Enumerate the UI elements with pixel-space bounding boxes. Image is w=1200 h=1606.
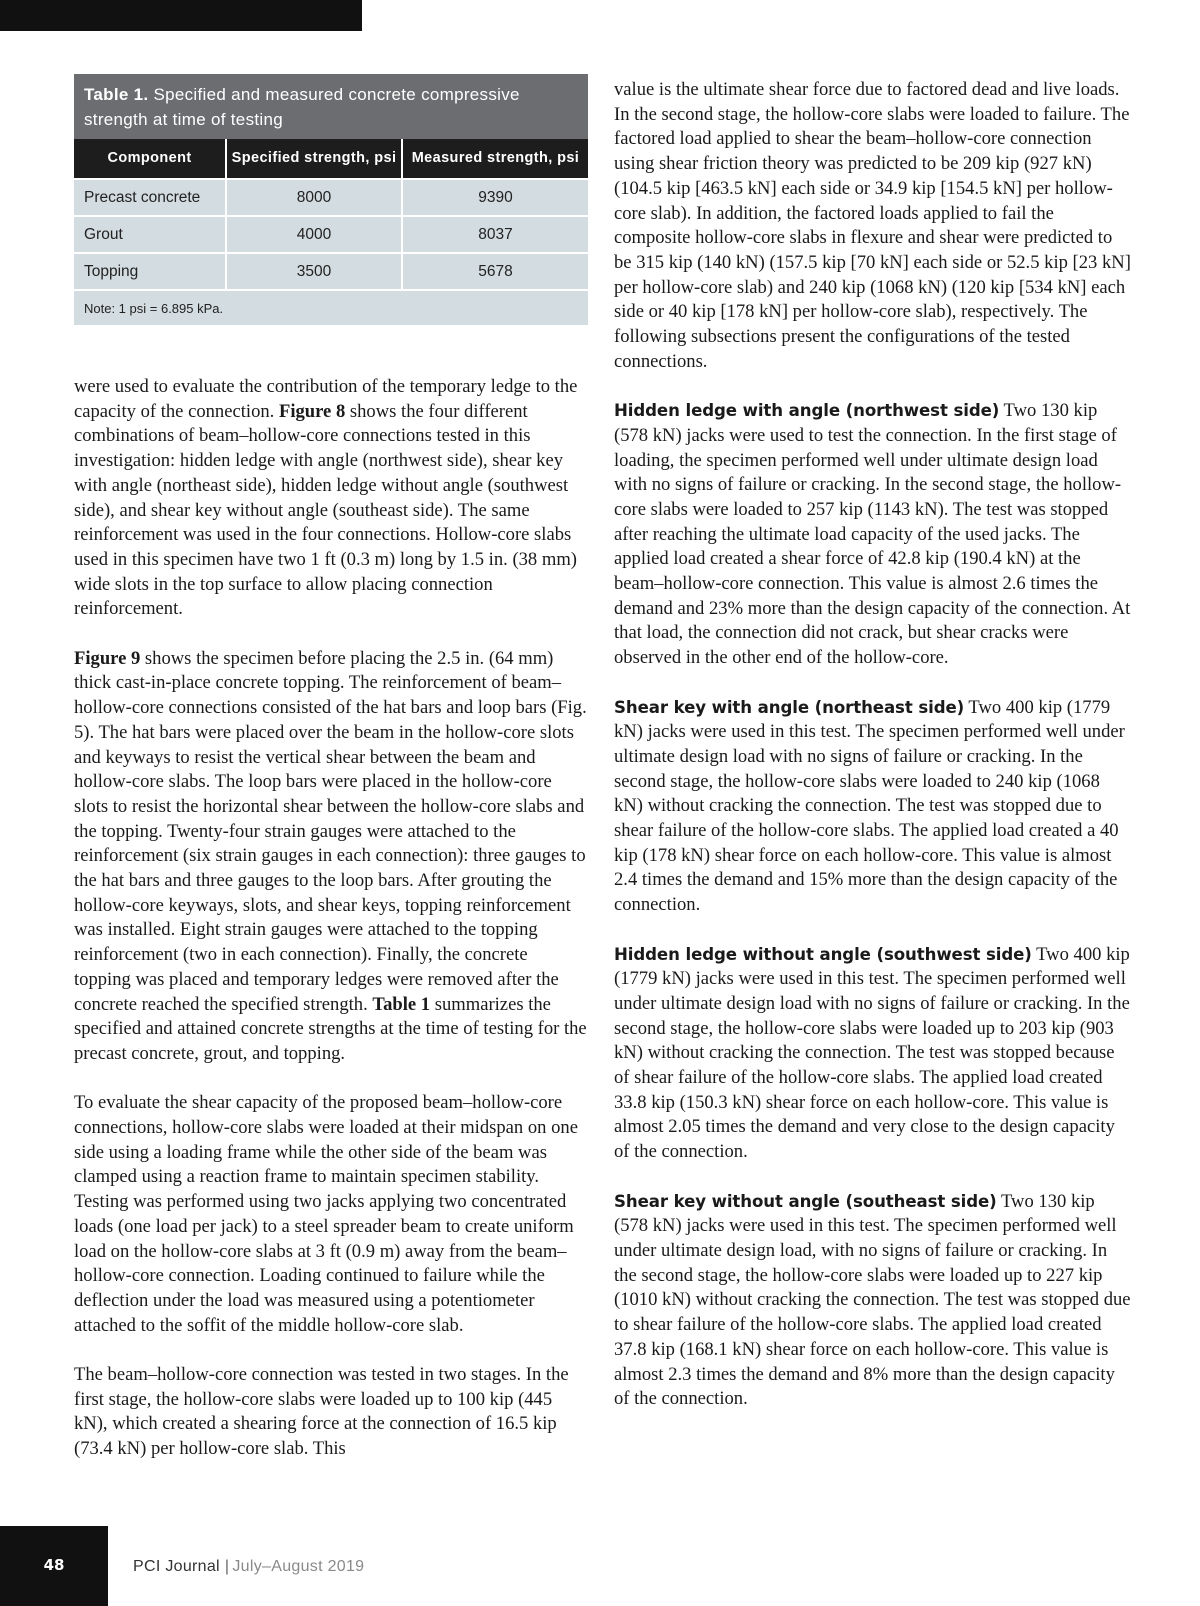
issue-date: July–August 2019 <box>232 1558 365 1575</box>
header-specified: Specified strength, psi <box>226 139 402 179</box>
left-column <box>74 375 588 1462</box>
cell-measured: 9390 <box>402 179 588 216</box>
footer-separator: | <box>224 1558 230 1575</box>
top-color-bar <box>0 0 362 31</box>
paragraph: To evaluate the shear capacity of the proposed beam–hollow-core connections, hollow-core slabs were loaded at their midspan on one side using a loading frame while the other side of the beam was clamped using a reaction frame to maintain specimen stability. Testing was performed using two jacks applying two concentrated loads (one load per jack) to a steel spreader beam to create uniform load on the hollow-core slabs at 3 ft (0.9 m) away from the beam–hollow-core connection. Loading continued to failure while the deflection under the load was measured using a potentiometer attached to the soffit of the middle hollow-core slab. <box>74 1092 578 1336</box>
header-measured: Measured strength, psi <box>402 139 588 179</box>
journal-name: PCI Journal <box>133 1558 220 1575</box>
page-number: 48 <box>43 1556 65 1574</box>
table-row <box>74 179 588 216</box>
table-row <box>74 253 588 290</box>
paragraph <box>74 647 588 1067</box>
table-note: Note: 1 psi = 6.895 kPa. <box>74 290 588 325</box>
section-heading: Shear key without angle (southeast side) <box>614 1191 997 1211</box>
figure-8-reference: Figure 8 <box>278 400 346 422</box>
text-run: were used to evaluate the contribution of the temporary ledge to the capacity of the connection. <box>74 376 578 422</box>
section-heading: Shear key with angle (northeast side) <box>614 697 965 717</box>
text-run: Two 400 kip (1779 kN) jacks were used in this test. The specimen performed well under ultimate design load with no signs of failure or cracking. In the second stage, the hollow-core slabs were loaded up to 203 kip (903 kN) without cracking the connection. The test was stopped because of shear failure of the hollow-core slabs. The applied load created 33.8 kip (150.3 kN) shear force on each hollow-core. This value is almost 2.05 times the demand and very close to the design capacity of the connection. <box>614 943 1130 1163</box>
table-row <box>74 216 588 253</box>
table-header-row <box>74 139 588 179</box>
section-northeast <box>614 696 1132 918</box>
paragraph <box>74 375 588 622</box>
cell-specified: 4000 <box>226 216 402 253</box>
section-southeast <box>614 1190 1132 1412</box>
cell-component: Precast concrete <box>74 179 226 216</box>
cell-component: Topping <box>74 253 226 290</box>
cell-component: Grout <box>74 216 226 253</box>
right-column <box>614 78 1132 1412</box>
section-southwest <box>614 943 1132 1165</box>
table-note-row <box>74 290 588 325</box>
text-run: Two 400 kip (1779 kN) jacks were used in this test. The specimen performed well under ultimate design load with no signs of failure or cracking. In the second stage, the hollow-core slabs were loaded to 240 kip (1068 kN) without cracking the connection. The test was stopped due to shear failure of the hollow-core slabs. The applied load created a 40 kip (178 kN) shear force on each hollow-core. This value is almost 2.4 times the demand and 15% more than the design capacity of the connection. <box>614 696 1125 916</box>
text-run: shows the specimen before placing the 2.5 in. (64 mm) thick cast-in-place concrete topping. The reinforcement of beam–hollow-core connections consisted of the hat bars and loop bars (Fig. 5). The hat bars were placed over the beam in the hollow-core slots and keyways to resist the vertical shear between the beam and hollow-core slabs. The loop bars were placed in the hollow-core slots to resist the horizontal shear between the hollow-core slabs and the topping. Twenty-four strain gauges were attached to the reinforcement (six strain gauges in each connection): three gauges to the hat bars and three gauges to the loop bars. After grouting the hollow-core keyways, slots, and shear keys, topping reinforcement was installed. Eight strain gauges were attached to the topping reinforcement (two in each connection). Finally, the concrete topping was placed and temporary ledges were removed after the concrete reached the specified strength. <box>74 647 587 1015</box>
section-heading: Hidden ledge with angle (northwest side) <box>614 401 1000 421</box>
strength-table <box>74 139 588 325</box>
cell-specified: 3500 <box>226 253 402 290</box>
paragraph: value is the ultimate shear force due to factored dead and live loads. In the second stage, the hollow-core slabs were loaded to failure. The factored load applied to shear the beam–hollow-core connection using shear friction theory was predicted to be 209 kip (927 kN) (104.5 kip [463.5 kN] each side or 34.9 kip [154.5 kN] per hollow-core slab). In addition, the factored loads applied to fail the composite hollow-core slabs in flexure and shear were predicted to be 315 kip (140 kN) (157.5 kip [70 kN] each side or 52.5 kip [23 kN] per hollow-core slab) and 240 kip (1068 kN) (120 kip [534 kN] each side or 40 kip [178 kN] per hollow-core slab), respectively. The following subsections present the configurations of the tested connections. <box>614 79 1131 372</box>
table-1 <box>74 74 588 325</box>
text-run: summarizes the specified and attained concrete strengths at the time of testing for the precast concrete, grout, and topping. <box>74 993 587 1064</box>
text-run: Two 130 kip (578 kN) jacks were used in this test. The specimen performed well under ultimate design load, with no signs of failure or cracking. In the second stage, the hollow-core slabs were loaded up to 227 kip (1010 kN) without cracking the connection. The test was stopped due to shear failure of the hollow-core slabs. The applied load created 37.8 kip (168.1 kN) shear force on each hollow-core. This value is almost 2.3 times the demand and 8% more than the design capacity of the connection. <box>614 1190 1131 1410</box>
text-run: shows the four different combinations of beam–hollow-core connections tested in this investigation: hidden ledge with angle (northwest side), shear key with angle (northeast side), hidden ledge without angle (southwest side), and shear key without angle (southeast side). The same reinforcement was used in the four connections. Hollow-core slabs used in this specimen have two 1 ft (0.3 m) long by 1.5 in. (38 mm) wide slots in the top surface to allow placing connection reinforcement. <box>74 400 577 620</box>
section-heading: Hidden ledge without angle (southwest side) <box>614 944 1032 964</box>
cell-measured: 8037 <box>402 216 588 253</box>
running-footer <box>133 1558 364 1576</box>
table-1-reference: Table 1 <box>372 993 431 1015</box>
table-caption-text: Specified and measured concrete compressive strength at time of testing <box>84 85 520 129</box>
text-run: Two 130 kip (578 kN) jacks were used to test the connection. In the first stage of loading, the specimen performed well under ultimate design load with no signs of failure or cracking. In the second stage, the hollow-core slabs were loaded to 257 kip (1143 kN). The test was stopped after reaching the ultimate load capacity of the used jacks. The applied load created a shear force of 42.8 kip (190.4 kN) at the beam–hollow-core connection. This value is almost 2.6 times the demand and 23% more than the design capacity of the connection. At that load, the connection did not crack, but shear cracks were observed in the other end of the hollow-core. <box>614 400 1131 669</box>
table-caption <box>74 74 588 139</box>
header-component: Component <box>74 139 226 179</box>
table-caption-label: Table 1. <box>84 85 149 104</box>
figure-9-reference: Figure 9 <box>74 647 141 669</box>
paragraph: The beam–hollow-core connection was tested in two stages. In the first stage, the hollow-core slabs were loaded up to 100 kip (445 kN), which created a shearing force at the connection of 16.5 kip (73.4 kN) per hollow-core slab. This <box>74 1364 569 1460</box>
cell-measured: 5678 <box>402 253 588 290</box>
cell-specified: 8000 <box>226 179 402 216</box>
section-northwest <box>614 399 1132 671</box>
